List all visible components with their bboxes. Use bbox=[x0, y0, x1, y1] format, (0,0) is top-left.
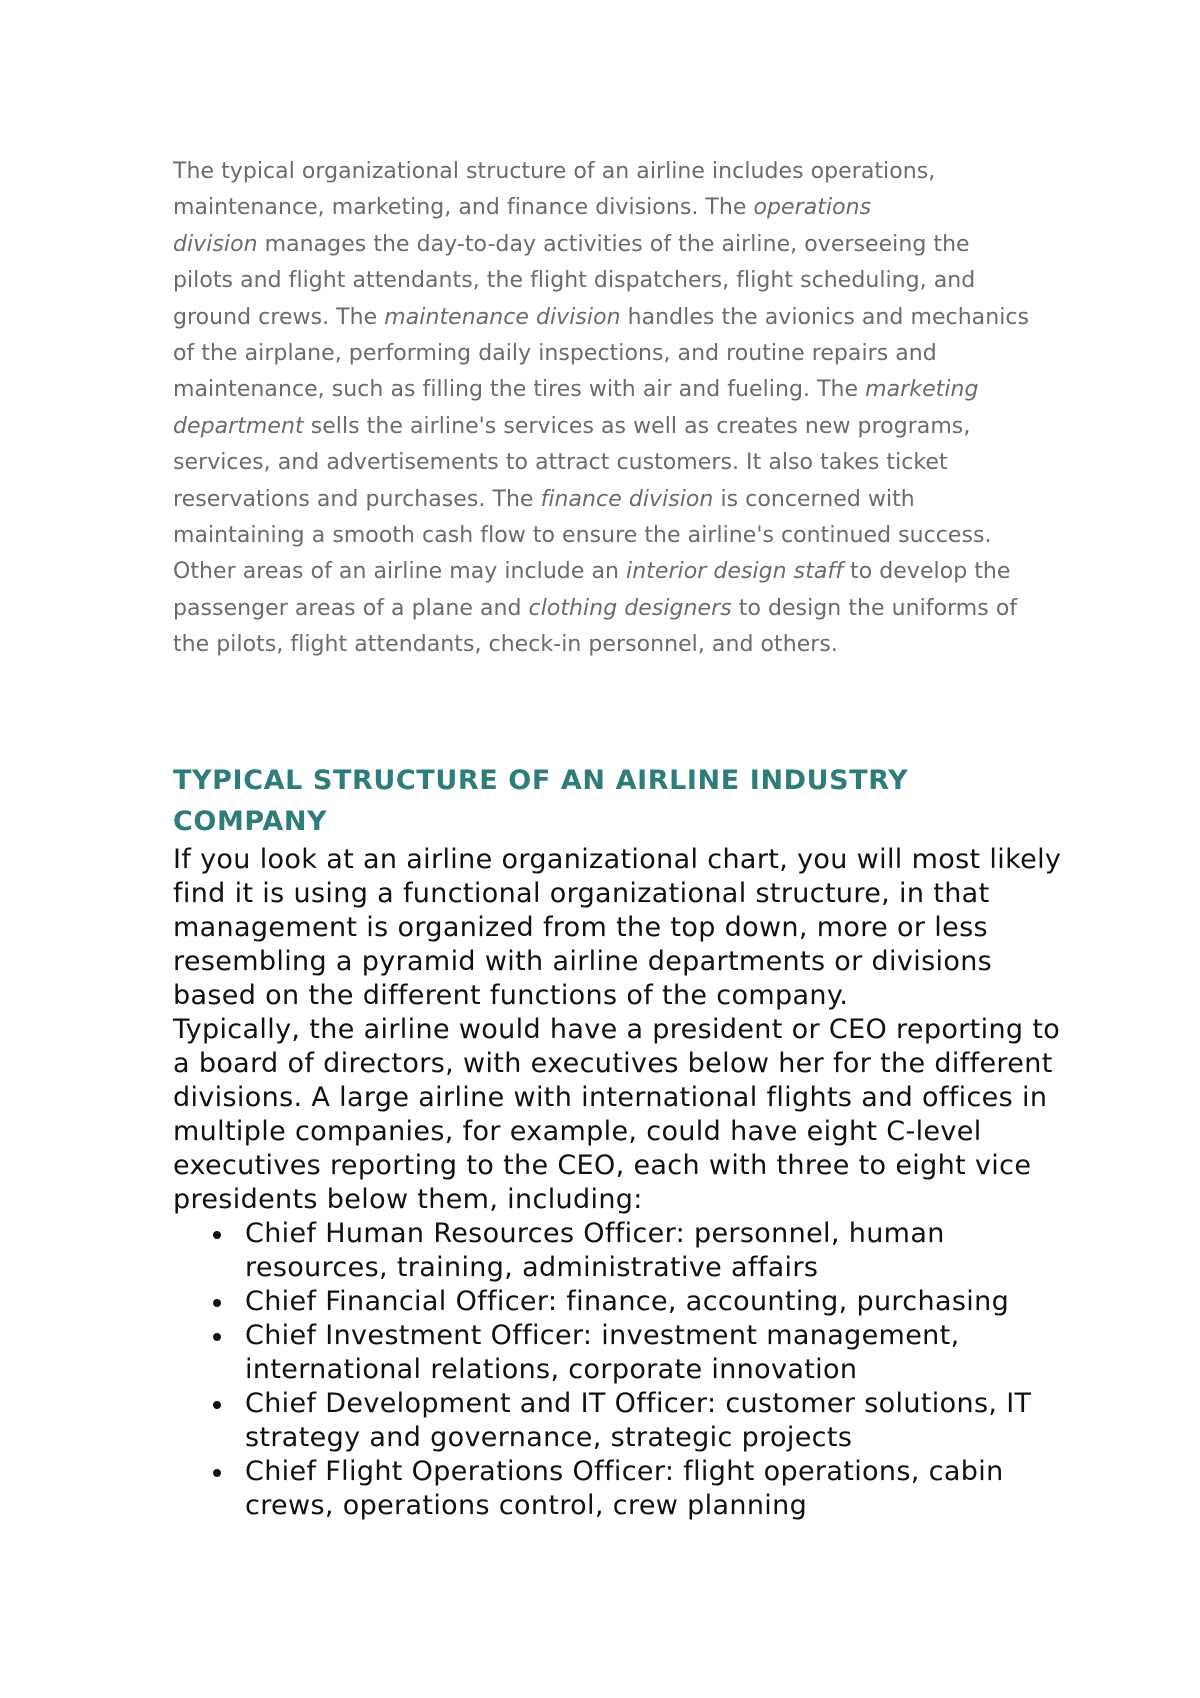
bullet-icon bbox=[213, 1299, 221, 1307]
text-line: find it is using a functional organizational structure, in that bbox=[173, 878, 990, 909]
text-line: presidents below them, including: bbox=[173, 1184, 643, 1215]
text-line: The typical organizational structure of an airline includes operations, bbox=[173, 159, 936, 184]
text-line: Other areas of an airline may include an interior design staff to develop the bbox=[173, 559, 1011, 585]
body-content bbox=[173, 843, 1061, 1523]
text-line: reservations and purchases. The finance division is concerned with bbox=[173, 486, 915, 512]
text-line: strategy and governance, strategic projects bbox=[245, 1422, 853, 1453]
emphasis-operations: operations bbox=[753, 195, 872, 221]
text-line: divisions. A large airline with international flights and offices in bbox=[173, 1082, 1048, 1113]
heading-line: COMPANY bbox=[173, 806, 328, 837]
text-line: Chief Human Resources Officer: personnel, human bbox=[245, 1218, 945, 1249]
section-heading bbox=[173, 760, 908, 842]
text-line: division manages the day-to-day activities of the airline, overseeing the bbox=[173, 231, 970, 257]
text-line: multiple companies, for example, could have eight C-level bbox=[173, 1116, 982, 1147]
text-line: department sells the airline's services as well as creates new programs, bbox=[173, 413, 971, 439]
text-line: crews, operations control, crew planning bbox=[245, 1490, 808, 1521]
text-line: maintenance, such as filling the tires with air and fueling. The marketing bbox=[173, 377, 979, 403]
text-line: maintaining a smooth cash flow to ensure the airline's continued success. bbox=[173, 523, 992, 549]
text-line: executives reporting to the CEO, each with three to eight vice bbox=[173, 1150, 1032, 1181]
executive-list bbox=[173, 1217, 1061, 1523]
list-item bbox=[173, 1387, 1061, 1455]
text-line: Typically, the airline would have a president or CEO reporting to bbox=[173, 1014, 1061, 1045]
list-item bbox=[173, 1319, 1061, 1387]
bullet-icon bbox=[213, 1333, 221, 1341]
text-line: passenger areas of a plane and clothing designers to design the uniforms of bbox=[173, 595, 1018, 621]
bullet-icon bbox=[213, 1231, 221, 1239]
text-line: pilots and flight attendants, the flight dispatchers, flight scheduling, and bbox=[173, 268, 976, 294]
text-line: If you look at an airline organizational chart, you will most likely bbox=[173, 844, 1062, 875]
text-line: Chief Financial Officer: finance, accounting, purchasing bbox=[245, 1286, 1010, 1317]
bullet-icon bbox=[213, 1469, 221, 1477]
text-line: ground crews. The maintenance division handles the avionics and mechanics bbox=[173, 304, 1030, 330]
text-line: of the airplane, performing daily inspections, and routine repairs and bbox=[173, 341, 937, 367]
text-line: resembling a pyramid with airline departments or divisions bbox=[173, 946, 993, 977]
emphasis-maintenance-division: maintenance division bbox=[384, 304, 621, 330]
list-item bbox=[173, 1455, 1061, 1523]
text-line: international relations, corporate innovation bbox=[245, 1354, 858, 1385]
text-line: maintenance, marketing, and finance divisions. The operations bbox=[173, 195, 872, 221]
list-item bbox=[173, 1217, 1061, 1285]
text-line: management is organized from the top down, more or less bbox=[173, 912, 988, 943]
emphasis-clothing-designers: clothing designers bbox=[528, 595, 732, 621]
emphasis-marketing: marketing bbox=[865, 377, 979, 403]
text-line: the pilots, flight attendants, check-in personnel, and others. bbox=[173, 632, 838, 658]
text-line: Chief Flight Operations Officer: flight operations, cabin bbox=[245, 1456, 1004, 1487]
text-line: Chief Development and IT Officer: customer solutions, IT bbox=[245, 1388, 1032, 1419]
heading-line: TYPICAL STRUCTURE OF AN AIRLINE INDUSTRY bbox=[173, 765, 909, 796]
text-line: Chief Investment Officer: investment management, bbox=[245, 1320, 960, 1351]
emphasis-interior-design-staff: interior design staff bbox=[626, 559, 843, 585]
text-line: services, and advertisements to attract customers. It also takes ticket bbox=[173, 450, 948, 476]
emphasis-department: department bbox=[173, 413, 304, 439]
intro-paragraph bbox=[173, 154, 1133, 664]
text-line: a board of directors, with executives below her for the different bbox=[173, 1048, 1053, 1079]
paragraph-ceo-executives bbox=[173, 1013, 1061, 1217]
text-line: based on the different functions of the company. bbox=[173, 980, 849, 1011]
emphasis-finance-division: finance division bbox=[540, 486, 714, 512]
emphasis-division: division bbox=[173, 231, 258, 257]
paragraph-functional-structure bbox=[173, 843, 1061, 1013]
text-line: resources, training, administrative affairs bbox=[245, 1252, 819, 1283]
list-item bbox=[173, 1285, 1061, 1319]
bullet-icon bbox=[213, 1401, 221, 1409]
